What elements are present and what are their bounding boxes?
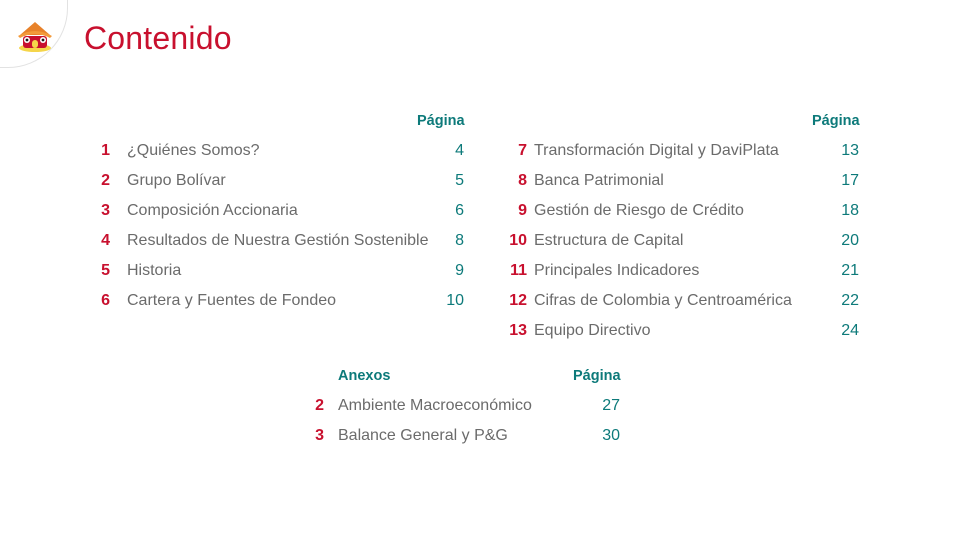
toc-number: 10 [509, 232, 527, 249]
toc-number: 12 [509, 292, 527, 309]
house-logo-icon [16, 18, 54, 54]
toc-number: 9 [518, 202, 527, 219]
toc-number: 3 [101, 202, 110, 219]
toc-page-number: 10 [446, 292, 464, 309]
toc-number: 1 [101, 142, 110, 159]
toc-label: ¿Quiénes Somos? [127, 142, 260, 159]
toc-page-number: 17 [841, 172, 859, 189]
toc-row[interactable] [0, 396, 960, 416]
toc-row[interactable] [0, 321, 960, 341]
toc-page-number: 30 [602, 427, 620, 444]
annex-page-header: Página [573, 368, 621, 384]
toc-page-number: 4 [455, 142, 464, 159]
toc-page-number: 8 [455, 232, 464, 249]
toc-row[interactable] [0, 141, 960, 161]
toc-number: 5 [101, 262, 110, 279]
toc-row[interactable] [0, 171, 960, 191]
toc-label: Balance General y P&G [338, 427, 508, 444]
toc-label: Banca Patrimonial [534, 172, 664, 189]
right-page-header: Página [812, 113, 860, 129]
toc-page-number: 21 [841, 262, 859, 279]
toc-number: 2 [101, 172, 110, 189]
toc-row[interactable] [0, 261, 960, 281]
toc-number: 13 [509, 322, 527, 339]
toc-page-number: 5 [455, 172, 464, 189]
toc-number: 3 [315, 427, 324, 444]
toc-number: 7 [518, 142, 527, 159]
toc-page-number: 27 [602, 397, 620, 414]
toc-label: Transformación Digital y DaviPlata [534, 142, 779, 159]
toc-label: Cifras de Colombia y Centroamérica [534, 292, 792, 309]
toc-row[interactable] [0, 231, 960, 251]
toc-label: Ambiente Macroeconómico [338, 397, 532, 414]
toc-page-number: 22 [841, 292, 859, 309]
toc-number: 8 [518, 172, 527, 189]
toc-label: Historia [127, 262, 182, 279]
toc-label: Principales Indicadores [534, 262, 700, 279]
toc-label: Gestión de Riesgo de Crédito [534, 202, 744, 219]
toc-label: Resultados de Nuestra Gestión Sostenible [127, 232, 429, 249]
toc-row[interactable] [0, 426, 960, 446]
toc-number: 2 [315, 397, 324, 414]
toc-label: Equipo Directivo [534, 322, 651, 339]
toc-page-number: 24 [841, 322, 859, 339]
toc-page-number: 13 [841, 142, 859, 159]
toc-page-number: 20 [841, 232, 859, 249]
page-title: Contenido [84, 20, 232, 56]
toc-page-number: 6 [455, 202, 464, 219]
toc-label: Composición Accionaria [127, 202, 298, 219]
toc-number: 6 [101, 292, 110, 309]
left-page-header: Página [417, 113, 465, 129]
toc-row[interactable] [0, 291, 960, 311]
toc-number: 11 [510, 262, 527, 279]
toc-label: Estructura de Capital [534, 232, 684, 249]
toc-number: 4 [101, 232, 110, 249]
toc-row[interactable] [0, 201, 960, 221]
toc-page-number: 9 [455, 262, 464, 279]
annex-heading: Anexos [338, 368, 391, 384]
toc-label: Grupo Bolívar [127, 172, 226, 189]
toc-page-number: 18 [841, 202, 859, 219]
toc-label: Cartera y Fuentes de Fondeo [127, 292, 337, 309]
